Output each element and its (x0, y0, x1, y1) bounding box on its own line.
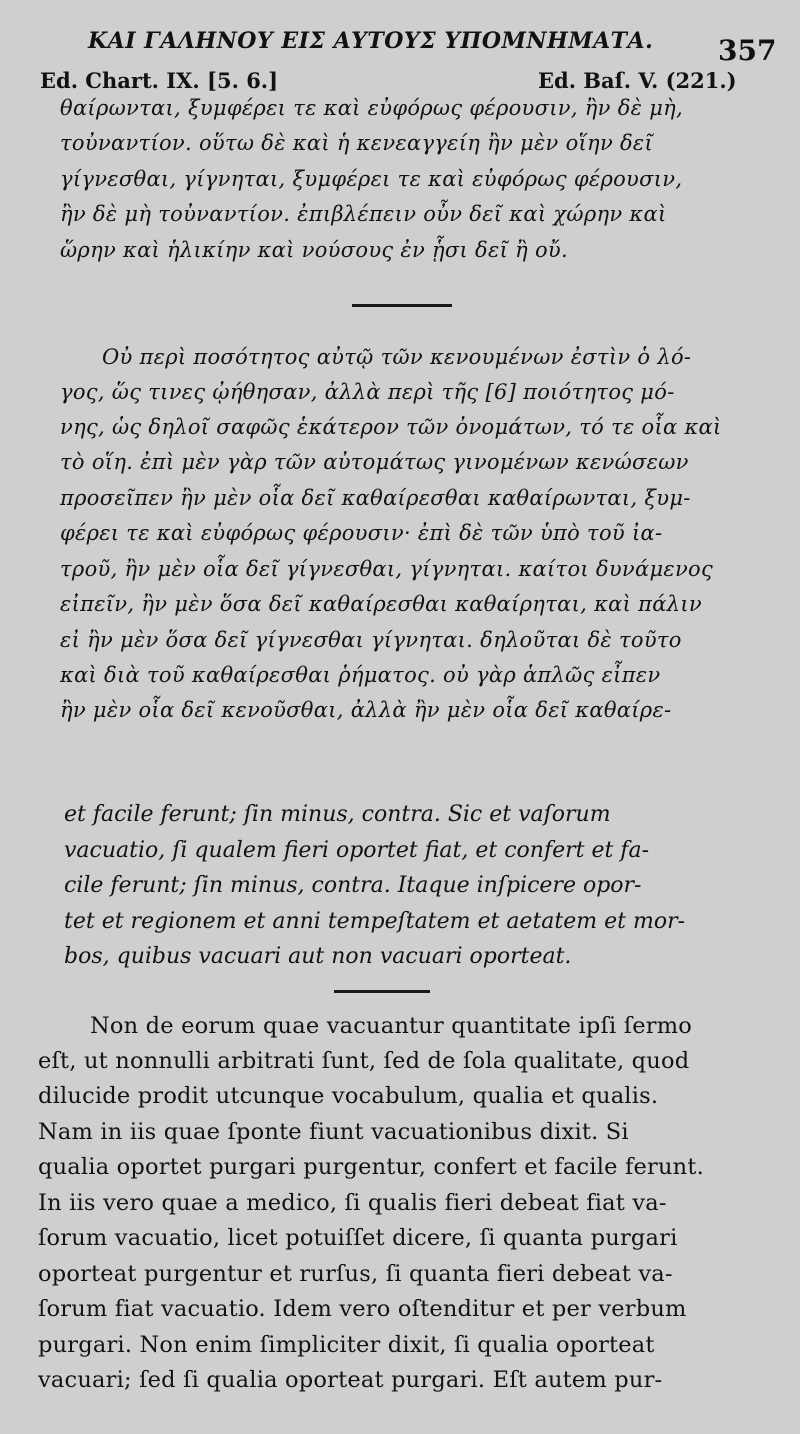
greek-aphorism-line: ὥρην καὶ ἡλικίην καὶ νούσους ἐν ᾗσι δεῖ ἢ οὔ. (60, 238, 568, 262)
edition-reference-basel: Ed. Baſ. V. (221.) (538, 68, 737, 93)
greek-commentary-line: ἢν μὲν οἷα δεῖ κενοῦσθαι, ἀλλὰ ἢν μὲν οἷα δεῖ καθαίρε- (60, 698, 672, 722)
latin-aphorism-line: bos, quibus vacuari aut non vacuari oporteat. (64, 944, 572, 969)
latin-commentary-line: oporteat purgentur et rurſus, ſi quanta fieri debeat va- (38, 1261, 673, 1287)
latin-commentary-line: eſt, ut nonnulli arbitrati ſunt, ſed de ſola qualitate, quod (38, 1048, 690, 1074)
greek-commentary-line: νης, ὡς δηλοῖ σαφῶς ἑκάτερον τῶν ὀνομάτων, τό τε οἷα καὶ (60, 415, 722, 439)
running-title: ΚΑΙ ΓΑΛΗΝΟΥ ΕΙΣ ΑΥΤΟΥΣ ΥΠΟΜΝΗΜΑΤΑ. (88, 28, 654, 54)
greek-commentary-line: Οὐ περὶ ποσότητος αὐτῷ τῶν κενουμένων ἐστὶν ὁ λό- (102, 345, 692, 369)
greek-commentary-line: φέρει τε καὶ εὐφόρως φέρουσιν· ἐπὶ δὲ τῶν ὑπὸ τοῦ ἰα- (60, 521, 663, 545)
greek-commentary-line: καὶ διὰ τοῦ καθαίρεσθαι ῥήματος. οὐ γὰρ ἁπλῶς εἶπεν (60, 663, 661, 687)
page-header (0, 20, 800, 100)
greek-commentary-line: εἰπεῖν, ἢν μὲν ὅσα δεῖ καθαίρεσθαι καθαίρηται, καὶ πάλιν (60, 592, 702, 616)
greek-commentary-line: τὸ οἵη. ἐπὶ μὲν γὰρ τῶν αὐτομάτως γινομένων κενώσεων (60, 450, 689, 474)
latin-aphorism-line: et facile ferunt; ſin minus, contra. Sic et vaſorum (64, 802, 611, 827)
latin-commentary-line: ſorum vacuatio, licet potuiſſet dicere, ſi quanta purgari (38, 1225, 678, 1251)
latin-commentary-line: Non de eorum quae vacuantur quantitate ipſi ſermo (90, 1013, 693, 1039)
latin-commentary-line: qualia oportet purgari purgentur, confert et facile ferunt. (38, 1154, 704, 1180)
greek-commentary-line: εἰ ἢν μὲν ὅσα δεῖ γίγνεσθαι γίγνηται. δηλοῦται δὲ τοῦτο (60, 628, 682, 652)
greek-commentary-line: προσεῖπεν ἢν μὲν οἷα δεῖ καθαίρεσθαι καθαίρωνται, ξυμ- (60, 486, 691, 510)
latin-commentary-line: vacuari; ſed ſi qualia oporteat purgari. Eſt autem pur- (38, 1367, 663, 1393)
greek-aphorism-line: ἢν δὲ μὴ τοὐναντίον. ἐπιβλέπειν οὖν δεῖ καὶ χώρην καὶ (60, 202, 667, 226)
section-divider (352, 304, 452, 307)
latin-commentary-line: purgari. Non enim ſimpliciter dixit, ſi qualia oporteat (38, 1332, 655, 1358)
latin-aphorism-line: cile ferunt; ſin minus, contra. Itaque inſpicere opor- (64, 873, 642, 898)
section-divider (334, 990, 430, 993)
greek-commentary-line: γος, ὥς τινες ᾠήθησαν, ἀλλὰ περὶ τῆς [6] ποιότητος μό- (60, 380, 675, 404)
greek-aphorism-line: τοὐναντίον. οὕτω δὲ καὶ ἡ κενεαγγείη ἢν μὲν οἵην δεῖ (60, 131, 654, 155)
greek-commentary-line: τροῦ, ἢν μὲν οἷα δεῖ γίγνεσθαι, γίγνηται. καίτοι δυνάμενος (60, 557, 714, 581)
latin-commentary-line: ſorum fiat vacuatio. Idem vero oſtenditur et per verbum (38, 1296, 687, 1322)
latin-aphorism-line: tet et regionem et anni tempeſtatem et aetatem et mor- (64, 909, 686, 934)
latin-aphorism-line: vacuatio, ſi qualem fieri oportet fiat, et confert et fa- (64, 838, 649, 863)
page-number: 357 (718, 34, 777, 67)
greek-aphorism-line: γίγνεσθαι, γίγνηται, ξυμφέρει τε καὶ εὐφόρως φέρουσιν, (60, 167, 683, 191)
latin-commentary-line: dilucide prodit utcunque vocabulum, qualia et qualis. (38, 1083, 659, 1109)
latin-commentary-line: Nam in iis quae ſponte fiunt vacuationibus dixit. Si (38, 1119, 629, 1145)
greek-aphorism-line: θαίρωνται, ξυμφέρει τε καὶ εὐφόρως φέρουσιν, ἢν δὲ μὴ, (60, 96, 683, 120)
edition-reference-chart: Ed. Chart. IX. [5. 6.] (40, 68, 279, 93)
latin-commentary-line: In iis vero quae a medico, ſi qualis fieri debeat fiat va- (38, 1190, 667, 1216)
